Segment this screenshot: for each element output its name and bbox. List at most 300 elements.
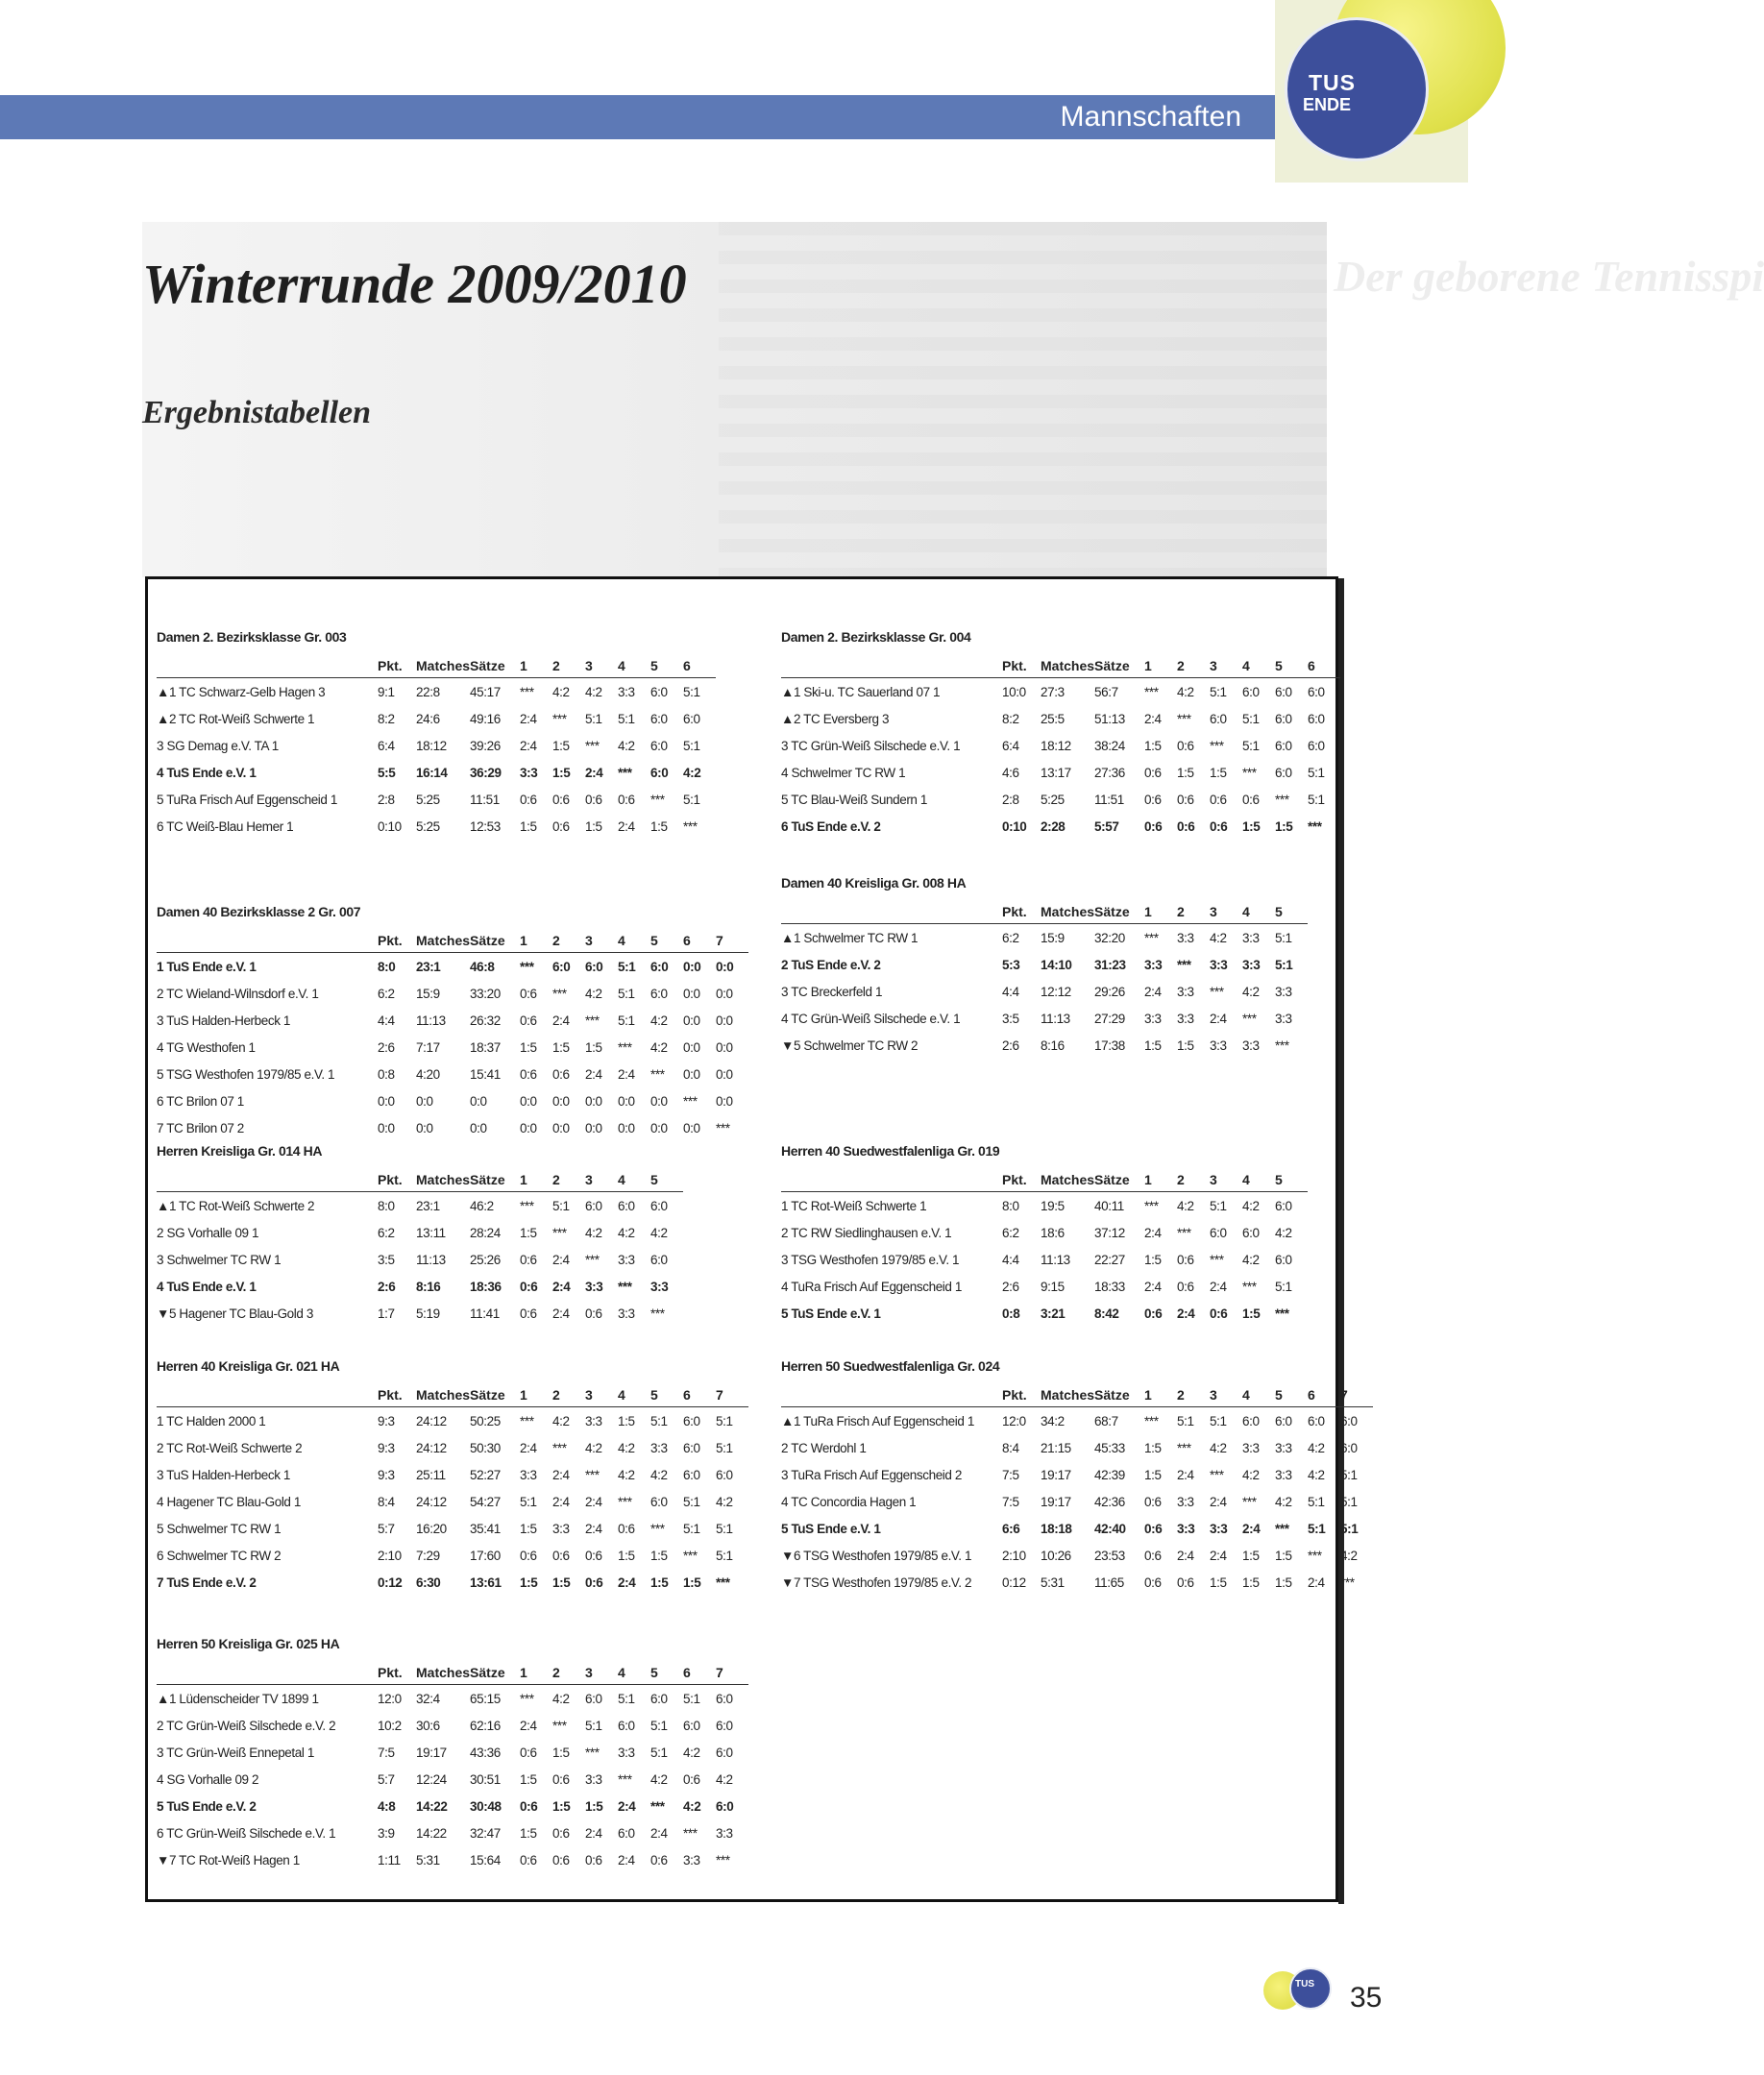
points-cell: 6:2 [1002,930,1019,945]
header-matches: Matches [416,654,470,678]
sets-cell: 35:41 [470,1521,501,1536]
matches-cell: 3:21 [1041,1306,1066,1321]
team-name: ▼6 TSG Westhofen 1979/85 e.V. 1 [781,1548,972,1563]
header-round: 3 [585,654,618,678]
round-result-cell: 0:6 [585,1852,602,1868]
matches-cell: 5:31 [1041,1575,1065,1590]
round-result-cell: 0:6 [1177,738,1194,753]
round-result-cell: 5:1 [683,1691,700,1706]
round-result-cell: 5:1 [1242,738,1260,753]
table-row [157,1461,748,1488]
sets-cell: 42:40 [1094,1521,1126,1536]
sets-cell: 45:33 [1094,1440,1125,1455]
points-cell: 5:7 [378,1521,395,1536]
round-result-cell: 4:2 [618,1467,635,1482]
team-name: 4 TuS Ende e.V. 1 [157,765,257,780]
team-name: 5 TuS Ende e.V. 1 [781,1521,881,1536]
team-name: 5 TuS Ende e.V. 1 [781,1306,881,1321]
matches-cell: 5:19 [416,1306,440,1321]
header-round: 5 [1275,1383,1308,1407]
round-result-cell: 0:6 [585,1575,603,1590]
points-cell: 12:0 [378,1691,402,1706]
standings-table [781,900,1308,1059]
round-result-cell: *** [552,986,567,1001]
round-result-cell: 3:3 [1242,930,1260,945]
result-table [781,875,1308,1059]
round-result-cell: 0:6 [1144,1575,1162,1590]
round-result-cell: 6:0 [650,738,668,753]
sets-cell: 54:27 [470,1494,501,1509]
sets-cell: 11:51 [1094,792,1124,807]
table-header-row [781,1383,1373,1407]
round-result-cell: 0:0 [520,1120,537,1135]
header-round: 1 [1144,1383,1177,1407]
matches-cell: 12:12 [1041,984,1071,999]
round-result-cell: *** [1275,792,1289,807]
matches-cell: 23:1 [416,1198,440,1213]
points-cell: 9:3 [378,1413,395,1428]
round-result-cell: 3:3 [618,1306,635,1321]
sets-cell: 33:20 [470,986,501,1001]
standings-table [781,654,1340,840]
round-result-cell: 0:6 [1144,1521,1163,1536]
table-row [781,759,1340,786]
round-result-cell: 1:5 [520,1225,537,1240]
result-table [157,1636,748,1873]
round-result-cell: 3:3 [585,1771,602,1787]
round-result-cell: 5:1 [1210,684,1227,699]
round-result-cell: 0:6 [552,1852,570,1868]
sets-cell: 50:30 [470,1440,501,1455]
table-title: Damen 2. Bezirksklasse Gr. 004 [781,629,971,645]
header-points: Pkt. [1002,1383,1041,1407]
matches-cell: 5:31 [416,1852,440,1868]
round-result-cell: 4:2 [683,765,701,780]
table-title: Herren 50 Kreisliga Gr. 025 HA [157,1636,340,1651]
team-name: 6 Schwelmer TC RW 2 [157,1548,282,1563]
round-result-cell: 4:2 [716,1771,733,1787]
points-cell: 2:10 [1002,1548,1026,1563]
team-name: 6 TC Grün-Weiß Silschede e.V. 1 [157,1825,336,1841]
table-row [157,1515,748,1542]
round-result-cell: *** [1308,1548,1322,1563]
header-round: 5 [650,1661,683,1685]
round-result-cell: 2:4 [552,1494,570,1509]
round-result-cell: 2:4 [1210,1494,1227,1509]
sets-cell: 32:47 [470,1825,501,1841]
round-result-cell: 3:3 [1275,984,1292,999]
round-result-cell: *** [1144,1413,1159,1428]
round-result-cell: 0:6 [650,1852,668,1868]
table-row [157,953,748,981]
table-row [157,1007,748,1034]
round-result-cell: 3:3 [1144,957,1163,972]
matches-cell: 19:17 [1041,1467,1071,1482]
points-cell: 0:8 [1002,1306,1020,1321]
sets-cell: 18:33 [1094,1279,1125,1294]
round-result-cell: 0:6 [552,1066,570,1082]
matches-cell: 11:13 [416,1252,446,1267]
header-team [157,1661,378,1685]
header-points: Pkt. [378,1661,416,1685]
round-result-cell: 4:2 [650,1225,668,1240]
team-name: 6 TC Brilon 07 1 [157,1093,244,1109]
round-result-cell: 4:2 [1340,1548,1358,1563]
round-result-cell: 6:0 [1340,1413,1358,1428]
table-row [157,705,716,732]
page-title: Winterrunde 2009/2010 [142,253,687,315]
round-result-cell: 1:5 [1210,1575,1227,1590]
round-result-cell: 6:0 [683,1413,700,1428]
matches-cell: 24:12 [416,1494,447,1509]
round-result-cell: 1:5 [552,738,570,753]
round-result-cell: *** [1242,765,1257,780]
round-result-cell: 0:0 [716,1039,733,1055]
round-result-cell: 5:1 [716,1521,733,1536]
round-result-cell: 0:6 [552,818,570,834]
header-round: 7 [716,1383,748,1407]
header-round: 7 [716,929,748,953]
round-result-cell: 0:6 [520,1306,537,1321]
team-name: ▲1 Lüdenscheider TV 1899 1 [157,1691,319,1706]
sets-cell: 46:8 [470,959,495,974]
sets-cell: 23:53 [1094,1548,1125,1563]
round-result-cell: 4:2 [1242,984,1260,999]
team-name: 5 TuS Ende e.V. 2 [157,1798,257,1814]
round-result-cell: 2:4 [1144,1279,1162,1294]
round-result-cell: 2:4 [1210,1548,1227,1563]
round-result-cell: 5:1 [585,1718,602,1733]
round-result-cell: 1:5 [1144,1440,1162,1455]
page-number: 35 [1350,1982,1383,2014]
round-result-cell: 1:5 [1275,1575,1292,1590]
round-result-cell: 6:0 [716,1718,733,1733]
round-result-cell: 0:0 [683,959,701,974]
header-matches: Matches [416,929,470,953]
round-result-cell: 0:6 [1144,792,1162,807]
round-result-cell: *** [520,1691,534,1706]
club-logo [1275,0,1468,183]
round-result-cell: 6:0 [650,684,668,699]
header-round: 2 [552,1661,585,1685]
scan-texture [719,222,1764,577]
header-round: 2 [1177,654,1210,678]
team-name: ▼5 Hagener TC Blau-Gold 3 [157,1306,313,1321]
round-result-cell: *** [1210,1467,1224,1482]
round-result-cell: *** [1144,1198,1159,1213]
table-title: Herren 50 Suedwestfalenliga Gr. 024 [781,1358,1000,1374]
round-result-cell: 3:3 [1210,957,1228,972]
round-result-cell: 2:4 [1210,1279,1227,1294]
round-result-cell: 4:2 [1177,1198,1194,1213]
header-round: 6 [1308,654,1340,678]
team-name: 4 TG Westhofen 1 [157,1039,256,1055]
round-result-cell: 4:2 [1210,1440,1227,1455]
matches-cell: 30:6 [416,1718,440,1733]
matches-cell: 27:3 [1041,684,1065,699]
round-result-cell: 5:1 [1177,1413,1194,1428]
team-name: 2 TC RW Siedlinghausen e.V. 1 [781,1225,952,1240]
round-result-cell: 2:4 [1144,984,1162,999]
round-result-cell: 0:6 [1144,1494,1162,1509]
team-name: 2 TC Grün-Weiß Silschede e.V. 2 [157,1718,336,1733]
table-row [781,951,1308,978]
table-row [157,678,716,706]
round-result-cell: 3:3 [618,1745,635,1760]
round-result-cell: 2:4 [585,1825,602,1841]
sets-cell: 38:24 [1094,738,1125,753]
matches-cell: 19:17 [1041,1494,1071,1509]
sets-cell: 11:51 [470,792,500,807]
sets-cell: 25:26 [470,1252,501,1267]
round-result-cell: *** [1177,1440,1191,1455]
round-result-cell: 0:6 [552,1825,570,1841]
round-result-cell: 2:4 [618,1798,636,1814]
round-result-cell: 1:5 [683,1575,701,1590]
sets-cell: 56:7 [1094,684,1118,699]
header-round: 3 [585,1383,618,1407]
table-row [157,1219,683,1246]
sets-cell: 17:38 [1094,1038,1125,1053]
team-name: 2 TC Wieland-Wilnsdorf e.V. 1 [157,986,319,1001]
sets-cell: 50:25 [470,1413,501,1428]
table-row [781,1032,1308,1059]
header-points: Pkt. [378,929,416,953]
round-result-cell: 2:4 [585,1066,602,1082]
header-round: 6 [683,1661,716,1685]
result-table [157,904,748,1141]
round-result-cell: 2:4 [618,1575,636,1590]
round-result-cell: 6:0 [1275,711,1292,726]
horse-emblem-icon [1285,17,1429,161]
table-row [781,1219,1308,1246]
round-result-cell: 0:0 [552,1120,570,1135]
round-result-cell: *** [1242,1011,1257,1026]
team-name: ▼7 TSG Westhofen 1979/85 e.V. 2 [781,1575,972,1590]
header-round: 4 [618,654,650,678]
round-result-cell: 4:2 [618,1440,635,1455]
header-round: 1 [520,1383,552,1407]
points-cell: 0:10 [1002,818,1027,834]
points-cell: 4:4 [378,1013,395,1028]
round-result-cell: 1:5 [1144,738,1162,753]
result-table [157,629,716,840]
sets-cell: 5:57 [1094,818,1119,834]
matches-cell: 18:18 [1041,1521,1072,1536]
round-result-cell: 2:4 [585,1494,602,1509]
round-result-cell: 1:5 [520,1521,537,1536]
matches-cell: 22:8 [416,684,440,699]
matches-cell: 15:9 [1041,930,1065,945]
points-cell: 8:4 [1002,1440,1019,1455]
header-round: 6 [683,654,716,678]
round-result-cell: 1:5 [585,818,602,834]
round-result-cell: 4:2 [1242,1252,1260,1267]
round-result-cell: 0:0 [520,1093,537,1109]
round-result-cell: 0:6 [520,986,537,1001]
round-result-cell: 5:1 [1242,711,1260,726]
round-result-cell: 6:0 [618,1718,635,1733]
round-result-cell: 6:0 [716,1467,733,1482]
round-result-cell: 3:3 [1144,1011,1162,1026]
round-result-cell: *** [618,765,632,780]
round-result-cell: 4:2 [716,1494,733,1509]
header-round: 1 [1144,654,1177,678]
header-round: 4 [618,1168,650,1192]
sets-cell: 27:36 [1094,765,1125,780]
sets-cell: 22:27 [1094,1252,1125,1267]
team-name: 3 TSG Westhofen 1979/85 e.V. 1 [781,1252,960,1267]
round-result-cell: 5:1 [683,1494,700,1509]
table-row [157,1846,748,1873]
sets-cell: 11:65 [1094,1575,1124,1590]
round-result-cell: *** [716,1852,730,1868]
round-result-cell: 5:1 [1275,930,1292,945]
round-result-cell: 6:0 [650,986,668,1001]
round-result-cell: *** [1242,1494,1257,1509]
round-result-cell: 5:1 [683,738,700,753]
points-cell: 0:10 [378,818,402,834]
points-cell: 2:10 [378,1548,402,1563]
round-result-cell: 3:3 [585,1279,603,1294]
round-result-cell: *** [618,1494,632,1509]
round-result-cell: *** [683,1093,698,1109]
round-result-cell: 5:1 [585,711,602,726]
sets-cell: 15:41 [470,1066,501,1082]
round-result-cell: 2:4 [552,1013,570,1028]
round-result-cell: 6:0 [1210,711,1227,726]
standings-table [157,1383,748,1596]
round-result-cell: 0:6 [520,1252,537,1267]
points-cell: 9:3 [378,1440,395,1455]
round-result-cell: 0:6 [1177,1575,1194,1590]
table-row [157,813,716,840]
round-result-cell: *** [683,1825,698,1841]
round-result-cell: 6:0 [650,959,669,974]
result-table [157,1358,748,1596]
round-result-cell: 1:5 [1177,765,1194,780]
header-round: 4 [1242,1383,1275,1407]
sets-cell: 46:2 [470,1198,494,1213]
page-subtitle: Ergebnistabellen [142,395,372,430]
header-matches: Matches [416,1383,470,1407]
header-team [781,900,1002,924]
round-result-cell: 3:3 [1177,1521,1195,1536]
round-result-cell: 2:4 [1177,1548,1194,1563]
header-round: 1 [520,929,552,953]
round-result-cell: 0:0 [683,1066,700,1082]
round-result-cell: 4:2 [683,1798,701,1814]
sets-cell: 0:0 [470,1093,487,1109]
round-result-cell: 6:0 [1275,684,1292,699]
round-result-cell: 6:0 [1308,1413,1325,1428]
points-cell: 0:0 [378,1093,395,1109]
table-row [781,1192,1308,1220]
sets-cell: 45:17 [470,684,501,699]
round-result-cell: 1:5 [552,1575,571,1590]
standings-table [157,1661,748,1873]
round-result-cell: 0:6 [1144,765,1162,780]
round-result-cell: *** [1144,684,1159,699]
round-result-cell: 3:3 [1242,957,1261,972]
round-result-cell: 6:0 [683,1467,700,1482]
round-result-cell: 4:2 [1242,1198,1260,1213]
round-result-cell: 1:5 [1242,1548,1260,1563]
header-round: 4 [618,1383,650,1407]
round-result-cell: *** [520,1413,534,1428]
header-team [157,1383,378,1407]
round-result-cell: *** [585,1467,600,1482]
team-name: 3 TC Breckerfeld 1 [781,984,883,999]
header-round: 2 [1177,1383,1210,1407]
matches-cell: 25:11 [416,1467,446,1482]
round-result-cell: 0:0 [683,1039,700,1055]
points-cell: 4:4 [1002,1252,1019,1267]
round-result-cell: 0:6 [683,1771,700,1787]
result-table [781,629,1340,840]
round-result-cell: 2:4 [552,1252,570,1267]
table-header-row [781,654,1340,678]
team-name: 2 TuS Ende e.V. 2 [781,957,881,972]
table-row [781,1488,1373,1515]
round-result-cell: 1:5 [552,765,571,780]
round-result-cell: 4:2 [1210,930,1227,945]
sets-cell: 31:23 [1094,957,1126,972]
header-round: 7 [1340,1383,1373,1407]
round-result-cell: 0:6 [1177,818,1195,834]
round-result-cell: 1:5 [1242,1306,1261,1321]
round-result-cell: 4:2 [585,986,602,1001]
round-result-cell: 1:5 [520,818,537,834]
round-result-cell: 0:0 [552,1093,570,1109]
round-result-cell: 0:6 [1177,1252,1194,1267]
header-matches: Matches [1041,1168,1094,1192]
team-name: 1 TC Halden 2000 1 [157,1413,266,1428]
round-result-cell: 6:0 [650,1691,668,1706]
round-result-cell: 1:5 [1177,1038,1194,1053]
points-cell: 2:8 [1002,792,1019,807]
matches-cell: 15:9 [416,986,440,1001]
round-result-cell: *** [1242,1279,1257,1294]
round-result-cell: 0:6 [520,1745,537,1760]
sets-cell: 0:0 [470,1120,487,1135]
round-result-cell: *** [1210,984,1224,999]
round-result-cell: *** [585,738,600,753]
round-result-cell: 4:2 [552,1413,570,1428]
round-result-cell: 6:0 [1275,1198,1292,1213]
round-result-cell: 5:1 [618,1691,635,1706]
header-round: 2 [552,1383,585,1407]
points-cell: 9:3 [378,1467,395,1482]
round-result-cell: 5:1 [1210,1413,1227,1428]
round-result-cell: 6:0 [1340,1440,1358,1455]
header-matches: Matches [416,1168,470,1192]
header-round: 3 [1210,1168,1242,1192]
table-header-row [157,1168,683,1192]
round-result-cell: 3:3 [585,1413,602,1428]
round-result-cell: 0:6 [1210,1306,1228,1321]
matches-cell: 32:4 [416,1691,440,1706]
round-result-cell: 3:3 [1177,984,1194,999]
team-name: ▲2 TC Eversberg 3 [781,711,890,726]
round-result-cell: 2:4 [552,1279,571,1294]
round-result-cell: 3:3 [650,1279,669,1294]
header-round: 3 [585,929,618,953]
round-result-cell: 3:3 [1177,1494,1194,1509]
header-round: 2 [552,1168,585,1192]
round-result-cell: 6:0 [683,1440,700,1455]
round-result-cell: *** [585,1252,600,1267]
